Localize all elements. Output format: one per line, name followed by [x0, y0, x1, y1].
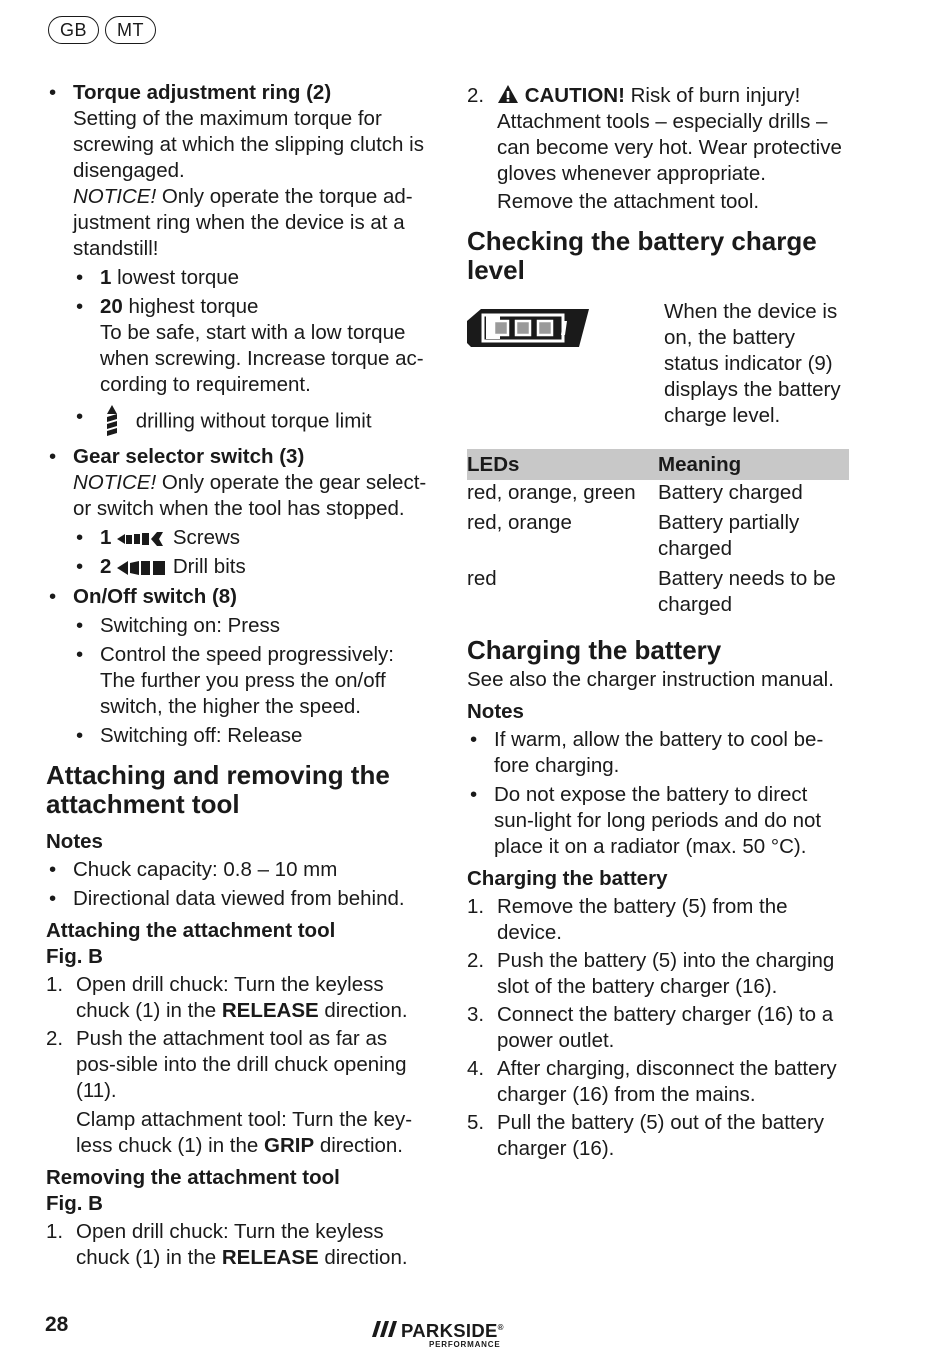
torque-item-drill: [73, 404, 430, 440]
charging-subheading: Charging the battery: [467, 867, 668, 890]
table-cell: Battery needs to be charged: [658, 567, 836, 616]
table-cell: red: [467, 567, 497, 590]
caution-rest: Risk of burn injury!: [630, 84, 801, 107]
notice-label: NOTICE!: [73, 185, 157, 208]
gear-notice-text: Only operate the gear select-or switch when the tool has stopped.: [73, 471, 427, 520]
attach-subheading: [46, 918, 430, 970]
table-cell: red, orange, green: [467, 481, 636, 504]
gear-notice: [73, 470, 430, 522]
language-badges: [48, 16, 156, 44]
drill-item-text: drilling without torque limit: [135, 409, 372, 433]
table-row: [467, 566, 849, 622]
charging-intro: See also the charger instruction manual.: [467, 668, 834, 691]
left-column: [46, 80, 430, 1273]
language-badge-gb: GB: [48, 16, 99, 44]
torque-item-text: highest torque: [128, 295, 259, 318]
torque-section: [46, 80, 430, 440]
gear-item-num: 1: [100, 526, 112, 549]
attach-notes-label: Notes: [46, 830, 103, 853]
remove-subheading: [46, 1165, 430, 1217]
warning-triangle-icon: [497, 84, 519, 104]
step-number: 1.: [467, 895, 485, 918]
torque-item-text: lowest torque: [117, 266, 240, 289]
torque-notice: [73, 184, 430, 262]
step-clamp-text: [76, 1107, 430, 1159]
step-text: Open drill chuck: Turn the keyless chuck (1) in the: [76, 1220, 384, 1269]
caution-step: [467, 83, 849, 215]
table-cell: Battery partially charged: [658, 511, 800, 560]
charging-step: [467, 1056, 849, 1108]
charging-step: [467, 1110, 849, 1162]
table-cell: Battery charged: [658, 481, 803, 504]
torque-notice-text: Only operate the torque ad-justment ring when the device is at a standstill!: [73, 185, 413, 260]
attach-step-2: [46, 1026, 430, 1159]
onoff-item: • Switching on: Press: [73, 613, 430, 639]
torque-item-num: 20: [100, 295, 123, 318]
gear-section: [46, 444, 430, 580]
torque-item-num: 1: [100, 266, 112, 289]
gear-title: Gear selector switch (3): [73, 445, 305, 468]
step-number: 2.: [467, 84, 485, 107]
gear-item-num: 2: [100, 555, 112, 578]
battery-check-heading: Checking the battery charge level: [467, 226, 817, 285]
onoff-item: • Control the speed progressively: The further you press the on/off switch, the higher the speed.: [73, 642, 430, 720]
attach-note: • Directional data viewed from behind.: [46, 886, 430, 912]
charging-notes-label: Notes: [467, 700, 524, 723]
language-badge-mt: MT: [105, 16, 156, 44]
step-keyword: RELEASE: [221, 1246, 319, 1269]
battery-check-block: [467, 299, 849, 429]
charging-note: • If warm, allow the battery to cool be-fore charging.: [467, 727, 849, 779]
step-text-end: direction.: [314, 1134, 404, 1157]
step-text: After charging, disconnect the battery charger (16) from the mains.: [497, 1057, 837, 1106]
onoff-section: [46, 584, 430, 749]
step-number: 3.: [467, 1003, 485, 1026]
caution-remove: Remove the attachment tool.: [497, 190, 760, 213]
logo-stripes-icon: [372, 1321, 398, 1337]
step-number: 2.: [46, 1027, 64, 1050]
gear-item-drill-bits: [73, 554, 430, 580]
step-keyword: RELEASE: [221, 999, 319, 1022]
drill-symbol-icon: [100, 404, 130, 440]
onoff-item: • Switching off: Release: [73, 723, 430, 749]
table-row: [467, 510, 849, 566]
charging-note: • Do not expose the battery to direct sun-light for long periods and do not place it on a radiator (max. 50 °C).: [467, 782, 849, 860]
step-text: Push the battery (5) into the charging slot of the battery charger (16).: [497, 949, 835, 998]
table-header: LEDs: [467, 449, 658, 480]
caution-body: Attachment tools – especially drills – can become very hot. Wear protective gloves whenever appropriate.: [497, 110, 842, 185]
step-number: 1.: [46, 1220, 64, 1243]
step-text: Pull the battery (5) out of the battery charger (16).: [497, 1111, 825, 1160]
table-header-row: [467, 449, 849, 480]
charging-step: [467, 1002, 849, 1054]
table-cell: red, orange: [467, 511, 572, 534]
torque-item-highest: [73, 294, 430, 398]
step-text-end: direction.: [318, 1246, 408, 1269]
table-row: [467, 480, 849, 510]
attach-step-1: [46, 972, 430, 1024]
led-table: [467, 449, 849, 622]
table-header: Meaning: [658, 449, 849, 480]
logo-brand: [401, 1318, 504, 1341]
torque-title: Torque adjustment ring (2): [73, 81, 332, 104]
step-text: Open drill chuck: Turn the keyless chuck (1) in the: [76, 973, 384, 1022]
caution-line: [497, 83, 849, 109]
step-text: Connect the battery charger (16) to a power outlet.: [497, 1003, 834, 1052]
charging-step: [467, 948, 849, 1000]
gear-item-text: Drill bits: [172, 555, 246, 578]
remove-step-1: [46, 1219, 430, 1271]
parkside-logo: [372, 1318, 522, 1354]
caution-label: CAUTION!: [524, 84, 625, 107]
step-keyword: GRIP: [264, 1134, 315, 1157]
battery-indicator-icon: [467, 307, 591, 349]
torque-advice: To be safe, start with a low torque when screwing. Increase torque ac-cording to requirement.: [100, 321, 424, 396]
torque-item-lowest: [73, 265, 430, 291]
charging-heading: Charging the battery: [467, 635, 722, 665]
notice-label: NOTICE!: [73, 471, 157, 494]
battery-check-text: When the device is on, the battery status indicator (9) displays the battery charge level.: [664, 300, 841, 427]
attach-heading: Attaching and removing the attachment tool: [46, 760, 390, 819]
attach-subheading-title: Attaching the attachment tool: [46, 919, 336, 942]
step-number: 5.: [467, 1111, 485, 1134]
remove-subheading-fig: Fig. B: [46, 1192, 103, 1215]
attach-subheading-fig: Fig. B: [46, 945, 103, 968]
charging-step: [467, 894, 849, 946]
screw-symbol-icon: [117, 530, 167, 548]
remove-subheading-title: Removing the attachment tool: [46, 1166, 340, 1189]
step-number: 1.: [46, 973, 64, 996]
logo-registered-mark: ®: [497, 1323, 504, 1332]
logo-brand-name: PARKSIDE: [401, 1320, 498, 1342]
gear-item-text: Screws: [172, 526, 241, 549]
torque-description: Setting of the maximum torque for screwing at which the slipping clutch is disengaged.: [73, 107, 424, 182]
step-text: Clamp attachment tool: Turn the key-less chuck (1) in the: [76, 1108, 413, 1157]
step-text: Push the attachment tool as far as pos-sible into the drill chuck opening (11).: [76, 1027, 407, 1102]
right-column: [467, 83, 849, 1164]
logo-subtitle: PERFORMANCE: [429, 1340, 501, 1349]
step-number: 2.: [467, 949, 485, 972]
step-text: Remove the battery (5) from the device.: [497, 895, 788, 944]
onoff-title: On/Off switch (8): [73, 585, 237, 608]
attach-note: • Chuck capacity: 0.8 – 10 mm: [46, 857, 430, 883]
page-number: 28: [45, 1313, 69, 1336]
drill-bit-symbol-icon: [117, 559, 167, 577]
step-number: 4.: [467, 1057, 485, 1080]
gear-item-screws: [73, 525, 430, 551]
step-text-end: direction.: [318, 999, 408, 1022]
